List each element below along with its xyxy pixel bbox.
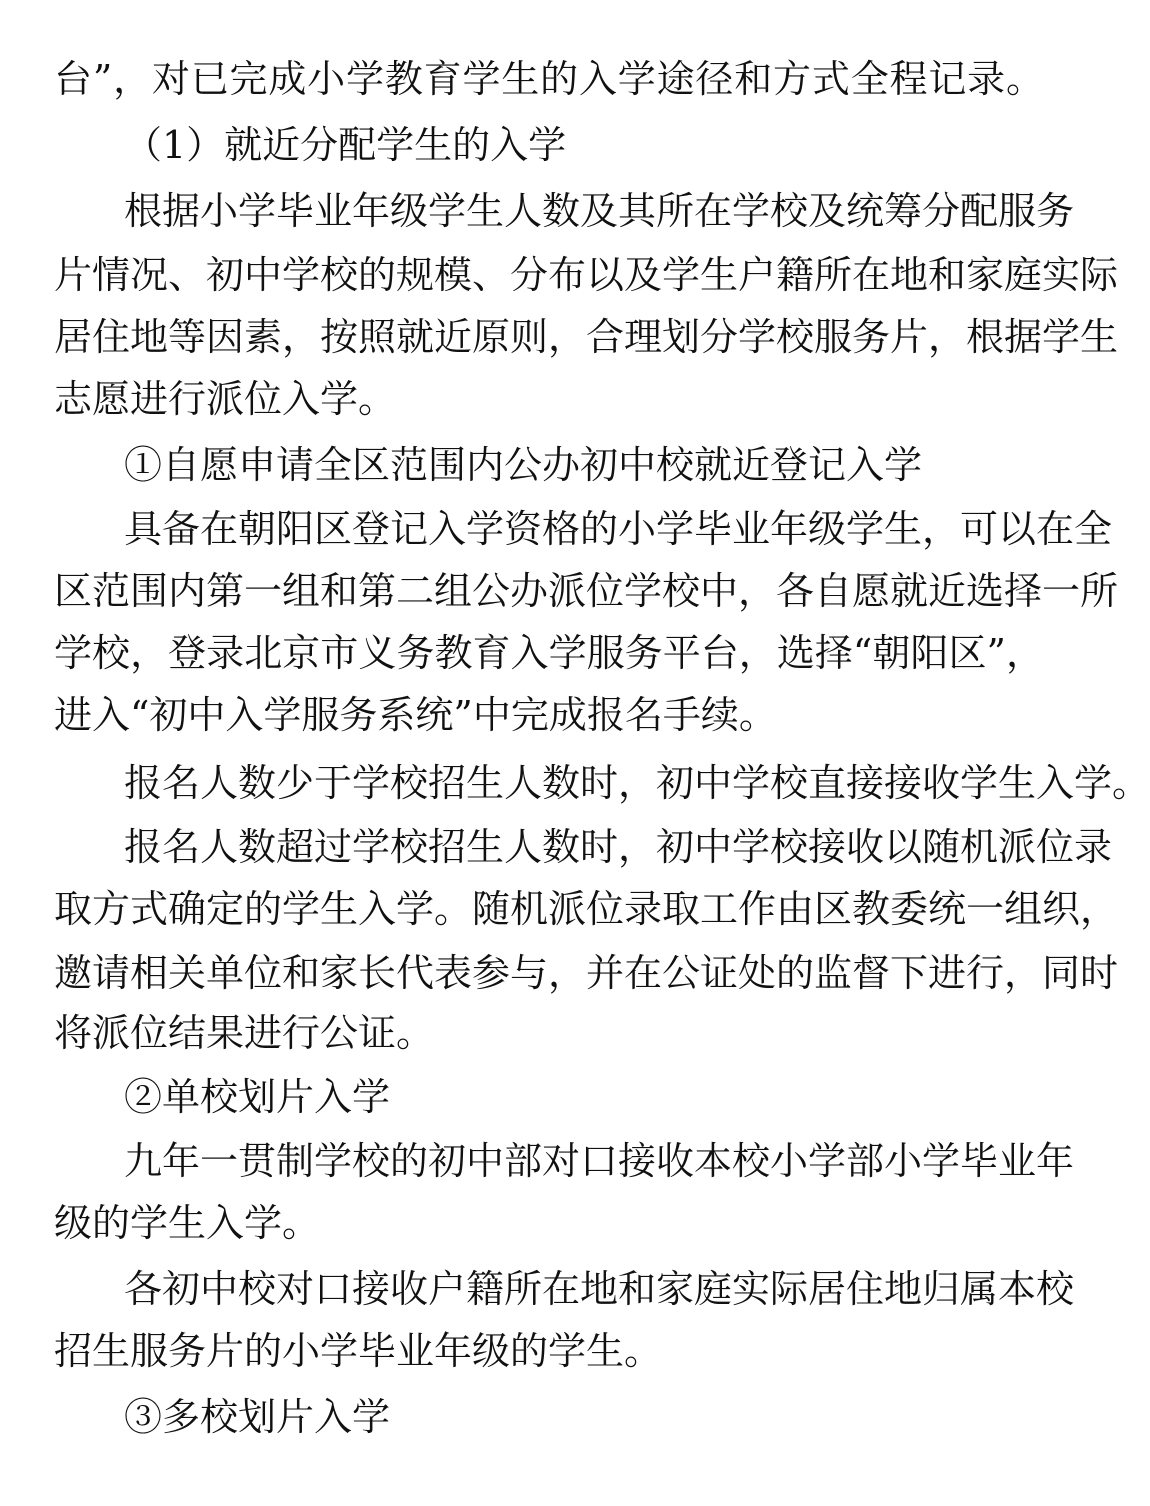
text-line: 报名人数少于学校招生人数时，初中学校直接接收学生入学。 (124, 761, 1150, 805)
text-line: 居住地等因素，按照就近原则，合理划分学校服务片，根据学生 (54, 315, 1119, 359)
text-line: 级的学生入学。 (54, 1201, 321, 1245)
text-line: 学校，登录北京市义务教育入学服务平台，选择“朝阳区”， (54, 631, 1044, 675)
subsection-heading: ③多校划片入学 (124, 1395, 391, 1439)
text-line: 进入“初中入学服务系统”中完成报名手续。 (54, 693, 777, 737)
subsection-heading: ②单校划片入学 (124, 1075, 391, 1119)
text-line: 片情况、初中学校的规模、分布以及学生户籍所在地和家庭实际 (54, 253, 1119, 297)
text-line: 根据小学毕业年级学生人数及其所在学校及统筹分配服务 (124, 189, 1075, 233)
section-heading: （1）就近分配学生的入学 (124, 123, 567, 167)
text-line: 志愿进行派位入学。 (54, 377, 397, 421)
text-line: 将派位结果进行公证。 (54, 1011, 435, 1055)
text-line: 各初中校对口接收户籍所在地和家庭实际居住地归属本校 (124, 1267, 1075, 1311)
text-line: 邀请相关单位和家长代表参与，并在公证处的监督下进行，同时 (54, 951, 1119, 995)
text-line: 具备在朝阳区登记入学资格的小学毕业年级学生，可以在全 (124, 507, 1113, 551)
text-line: 招生服务片的小学毕业年级的学生。 (54, 1329, 663, 1373)
text-line: 取方式确定的学生入学。随机派位录取工作由区教委统一组织， (54, 887, 1119, 931)
text-line: 报名人数超过学校招生人数时，初中学校接收以随机派位录 (124, 825, 1113, 869)
text-line: 九年一贯制学校的初中部对口接收本校小学部小学毕业年 (124, 1139, 1075, 1183)
subsection-heading: ①自愿申请全区范围内公办初中校就近登记入学 (124, 443, 923, 487)
text-line: 台”，对已完成小学教育学生的入学途径和方式全程记录。 (54, 57, 1044, 101)
text-line: 区范围内第一组和第二组公办派位学校中，各自愿就近选择一所 (54, 569, 1119, 613)
